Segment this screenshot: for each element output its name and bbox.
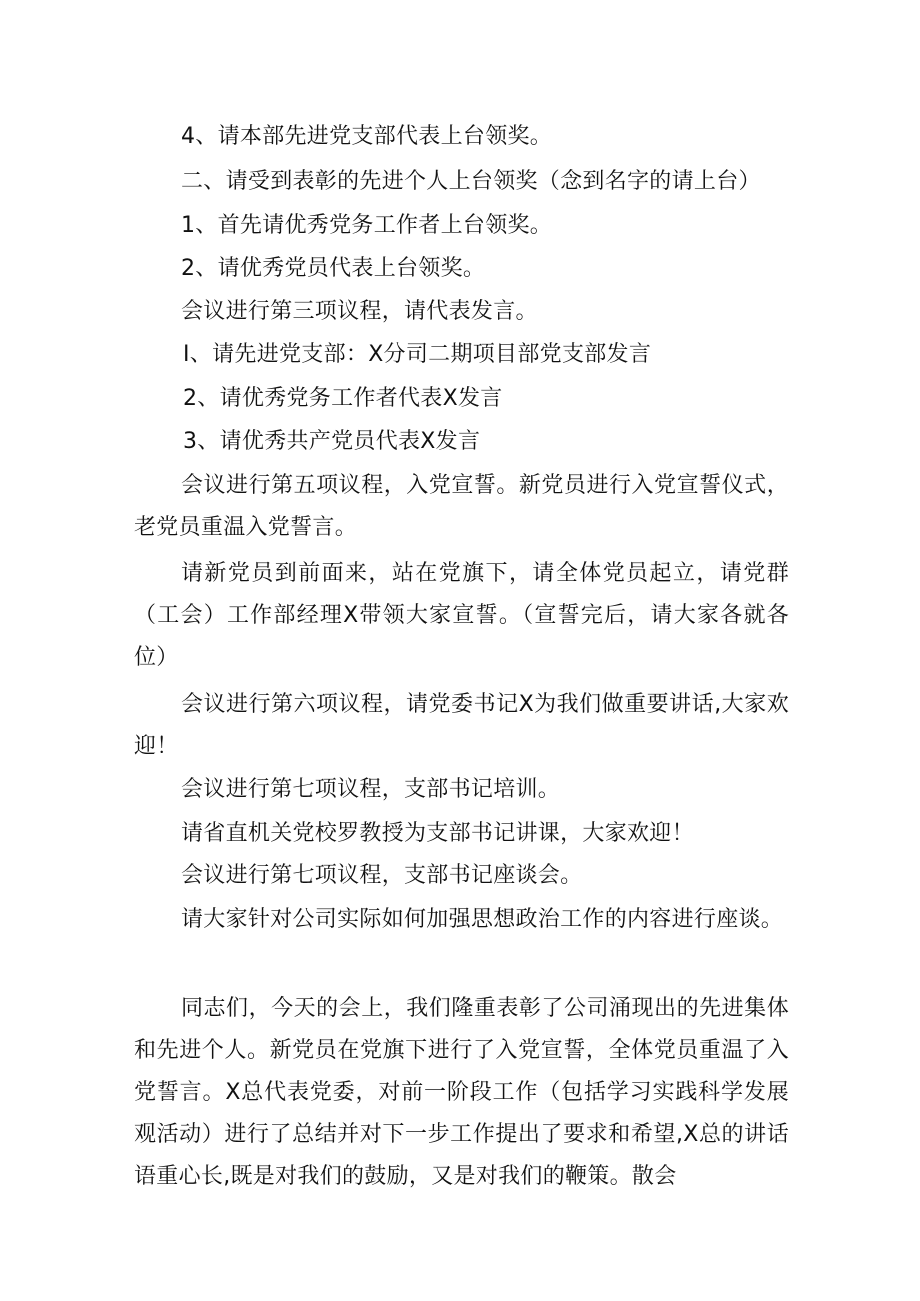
agenda-line: 2、请优秀党员代表上台领奖。 bbox=[181, 256, 486, 281]
paragraph-sixth-agenda: 会议进行第六项议程，请党委书记X为我们做重要讲话,大家欢迎！ bbox=[134, 692, 789, 759]
single-line: 会议进行第七项议程，支部书记培训。 bbox=[181, 777, 561, 802]
paragraph-oath-instructions: 请新党员到前面来，站在党旗下，请全体党员起立，请党群（工会）工作部经理X带领大家宣誓。（宣誓完后，请大家各就各位） bbox=[134, 561, 789, 670]
paragraph-summary: 同志们，今天的会上，我们隆重表彰了公司涌现出的先进集体和先进个人。新党员在党旗下进行了入党宣誓，全体党员重温了入党誓言。X总代表党委，对前一阶段工作（包括学习实践科学发展观活动）进行了总结并对下一步工作提出了要求和希望,X总的讲话语重心长,既是对我们的鼓励，又是对我们的鞭策。散会 bbox=[134, 996, 789, 1189]
agenda-line: 2、请优秀党务工作者代表X发言 bbox=[183, 386, 503, 411]
paragraph-fifth-agenda: 会议进行第五项议程，入党宣誓。新党员进行入党宣誓仪式，老党员重温入党誓言。 bbox=[134, 473, 789, 540]
single-line: 会议进行第七项议程，支部书记座谈会。 bbox=[181, 863, 583, 888]
single-line: 请省直机关党校罗教授为支部书记讲课，大家欢迎！ bbox=[181, 821, 694, 846]
agenda-line: 会议进行第三项议程，请代表发言。 bbox=[181, 299, 538, 324]
agenda-line: 3、请优秀共产党员代表X发言 bbox=[183, 429, 481, 454]
agenda-line: 1、首先请优秀党务工作者上台领奖。 bbox=[181, 213, 553, 238]
agenda-line: 二、请受到表彰的先进个人上台领奖（念到名字的请上台） bbox=[181, 169, 761, 194]
agenda-line: 4、请本部先进党支部代表上台领奖。 bbox=[181, 124, 553, 149]
paragraph-discussion: 请大家针对公司实际如何加强思想政治工作的内容进行座谈。 bbox=[181, 907, 784, 932]
agenda-line: I、请先进党支部：X分司二期项目部党支部发言 bbox=[183, 342, 652, 367]
